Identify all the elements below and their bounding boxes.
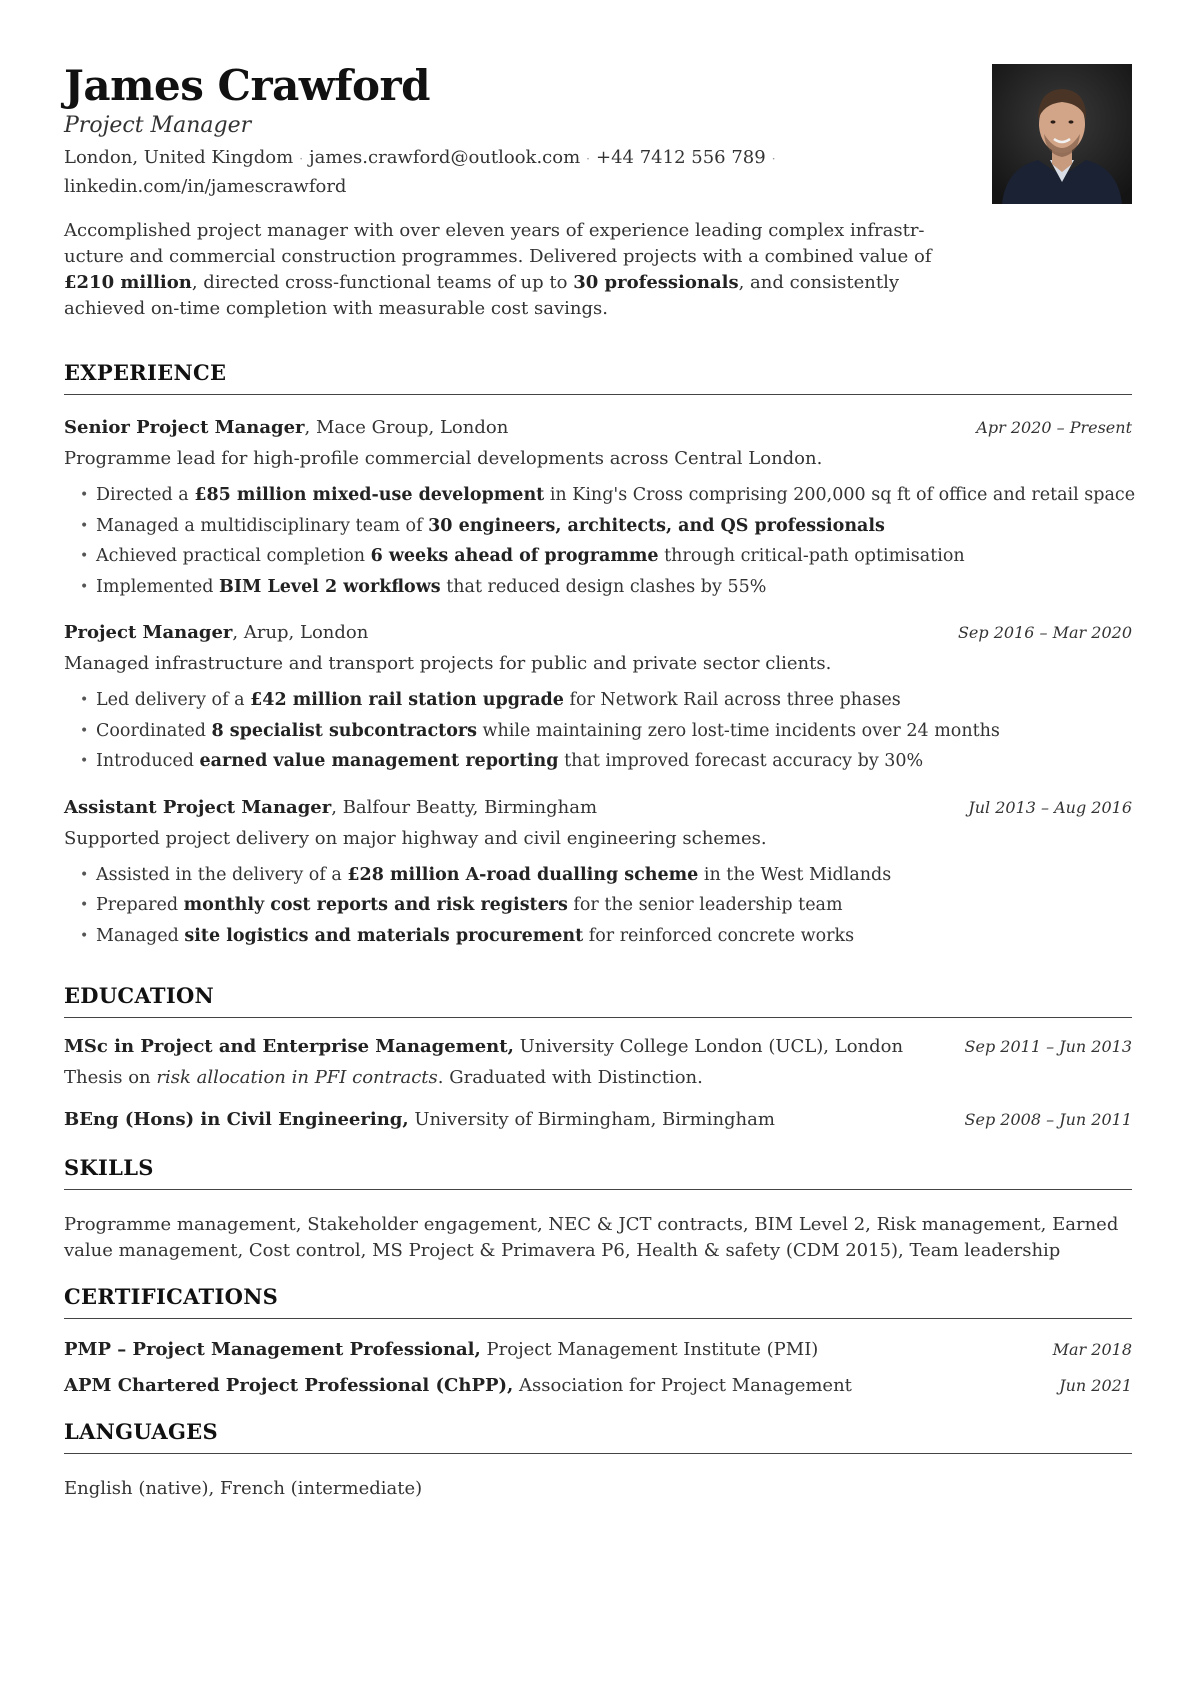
bullet-highlight: monthly cost reports and risk registers — [183, 895, 568, 915]
institution: University of Birmingham, Birmingham — [408, 1109, 775, 1130]
section-title-experience: EXPERIENCE — [64, 360, 1132, 395]
degree: MSc in Project and Enterprise Management, — [64, 1036, 514, 1057]
bullet-highlight: site logistics and materials procurement — [184, 925, 584, 946]
bullet-highlight: 6 weeks ahead of programme — [370, 546, 659, 566]
bullet-highlight: £85 million mixed-use development — [194, 485, 545, 505]
education-dates: Sep 2008 – Jun 2011 — [964, 1110, 1132, 1129]
section-title-languages: LANGUAGES — [64, 1419, 1132, 1454]
bullet-highlight: £28 million A-road dualling scheme — [347, 864, 699, 885]
certification-date: Jun 2021 — [1059, 1376, 1132, 1395]
resume-page — [64, 61, 1136, 1502]
job-heading — [64, 620, 944, 646]
education-entry — [64, 1034, 1132, 1091]
bullet-text: that improved forecast accuracy by 30% — [558, 751, 924, 771]
list-item — [80, 746, 1132, 777]
phone-number: +44 7412 556 789 — [596, 147, 766, 168]
institution: University College London (UCL), London — [513, 1036, 904, 1057]
certification-issuer: Association for Project Management — [513, 1375, 852, 1396]
job-description: Managed infrastructure and transport projects for public and private sector clients. — [64, 653, 832, 674]
thesis-topic: risk allocation in PFI contracts — [156, 1067, 438, 1088]
certification-heading — [64, 1337, 944, 1363]
certification-name: PMP – Project Management Professional, — [64, 1339, 481, 1360]
candidate-name: James Crawford — [64, 61, 431, 110]
list-item — [80, 480, 1136, 511]
candidate-role: Project Manager — [64, 113, 252, 138]
list-item — [80, 860, 1132, 891]
job-entry — [64, 795, 1132, 952]
bullet-text: while maintaining zero lost-time incidents over 24 months — [476, 720, 1000, 741]
languages-section — [64, 1419, 1132, 1502]
education-heading — [64, 1107, 944, 1133]
job-dates: Jul 2013 – Aug 2016 — [968, 797, 1132, 817]
job-heading — [64, 415, 944, 441]
profile-photo-image — [992, 64, 1132, 204]
bullet-text: Implemented — [96, 576, 220, 597]
resume-header — [64, 62, 1132, 210]
profile-photo — [992, 64, 1132, 204]
job-entry — [64, 415, 1136, 602]
job-title: Senior Project Manager — [64, 417, 305, 438]
certification-heading — [64, 1373, 944, 1399]
separator: · — [299, 152, 304, 166]
summary-text: , directed cross-functional teams of up to — [191, 272, 574, 293]
email-link[interactable]: james.crawford@outlook.com — [309, 147, 581, 168]
experience-section — [64, 360, 1136, 951]
summary-text: Accomplished project manager with over eleven years of experience leading complex infrastr-ucture and commercial construction programmes. Delivered projects with a combined value of — [64, 220, 932, 267]
bullet-text: that reduced design clashes by 55% — [440, 576, 767, 597]
job-bullets — [80, 860, 1132, 952]
contact-info — [64, 144, 824, 201]
skills-section — [64, 1155, 1132, 1264]
bullet-highlight: 8 specialist subcontractors — [211, 720, 477, 741]
bullet-text: for reinforced concrete works — [583, 925, 855, 946]
job-bullets — [80, 480, 1136, 602]
bullet-highlight: £42 million rail station upgrade — [250, 690, 564, 710]
list-item — [80, 511, 1132, 542]
bullet-text: in the West Midlands — [698, 864, 892, 885]
bullet-text: Managed a multidisciplinary team of — [96, 515, 429, 536]
location: London, United Kingdom — [64, 147, 294, 168]
bullet-text: for Network Rail across three phases — [563, 690, 901, 710]
separator: · — [771, 152, 776, 166]
list-item — [80, 572, 1132, 603]
list-item — [80, 541, 1132, 572]
note-text: Thesis on — [64, 1067, 157, 1088]
section-title-certifications: CERTIFICATIONS — [64, 1284, 1132, 1319]
summary-highlight: £210 million — [64, 272, 192, 293]
section-title-education: EDUCATION — [64, 983, 1132, 1018]
list-item — [80, 716, 1132, 747]
bullet-highlight: BIM Level 2 workflows — [219, 576, 441, 597]
separator: · — [586, 152, 590, 166]
summary-text: , and consistently achieved on-time completion with measurable cost savings. — [64, 272, 900, 319]
job-company: , Mace Group, London — [304, 417, 509, 438]
education-section — [64, 983, 1132, 1133]
bullet-text: Directed a — [96, 485, 195, 505]
certification-entry — [64, 1337, 1132, 1363]
bullet-text: Introduced — [96, 751, 200, 771]
job-dates: Apr 2020 – Present — [976, 418, 1132, 437]
list-item — [80, 921, 1132, 952]
certifications-section — [64, 1284, 1132, 1399]
summary-highlight: 30 professionals — [573, 272, 739, 293]
bullet-highlight: 30 engineers, architects, and QS professionals — [428, 515, 885, 536]
bullet-highlight: earned value management reporting — [199, 751, 559, 771]
job-dates: Sep 2016 – Mar 2020 — [957, 623, 1132, 642]
job-title: Project Manager — [64, 622, 233, 643]
education-note — [64, 1065, 1132, 1091]
job-heading — [64, 795, 944, 821]
certification-name: APM Chartered Project Professional (ChPP), — [64, 1375, 514, 1396]
education-entry — [64, 1107, 1132, 1133]
certification-entry — [64, 1373, 1132, 1399]
job-description: Programme lead for high-profile commercial developments across Central London. — [64, 448, 823, 469]
bullet-text: Assisted in the delivery of a — [96, 864, 348, 885]
list-item — [80, 685, 1132, 716]
job-bullets — [80, 685, 1132, 777]
certification-issuer: Project Management Institute (PMI) — [480, 1339, 819, 1360]
education-dates: Sep 2011 – Jun 2013 — [964, 1037, 1132, 1056]
job-description: Supported project delivery on major highway and civil engineering schemes. — [64, 827, 767, 849]
job-title: Assistant Project Manager — [64, 796, 332, 818]
bullet-text: Prepared — [96, 895, 184, 915]
education-heading — [64, 1034, 944, 1060]
skills-list: Programme management, Stakeholder engagement, NEC & JCT contracts, BIM Level 2, Risk management, Earned value management, Cost control, MS Project & Primavera P6, Health & safety (CDM 2015), Team leadership — [64, 1214, 1119, 1261]
section-title-skills: SKILLS — [64, 1155, 1132, 1190]
job-company: , Balfour Beatty, Birmingham — [331, 796, 598, 818]
bullet-text: Managed — [96, 925, 185, 946]
bullet-text: in King's Cross comprising 200,000 sq ft of office and retail space — [544, 485, 1136, 505]
languages-list: English (native), French (intermediate) — [64, 1478, 423, 1499]
bullet-text: Coordinated — [96, 720, 212, 741]
list-item — [80, 890, 1132, 921]
certification-date: Mar 2018 — [1052, 1340, 1132, 1359]
linkedin-link[interactable]: linkedin.com/in/jamescrawford — [64, 176, 347, 197]
bullet-text: Led delivery of a — [96, 690, 251, 710]
bullet-text: through critical-path optimisation — [658, 546, 965, 566]
note-text: . Graduated with Distinction. — [437, 1067, 703, 1088]
degree: BEng (Hons) in Civil Engineering, — [64, 1109, 409, 1130]
job-entry — [64, 620, 1132, 777]
bullet-text: Achieved practical completion — [96, 546, 371, 566]
job-company: , Arup, London — [232, 622, 369, 643]
professional-summary — [64, 218, 969, 322]
bullet-text: for the senior leadership team — [567, 895, 843, 915]
